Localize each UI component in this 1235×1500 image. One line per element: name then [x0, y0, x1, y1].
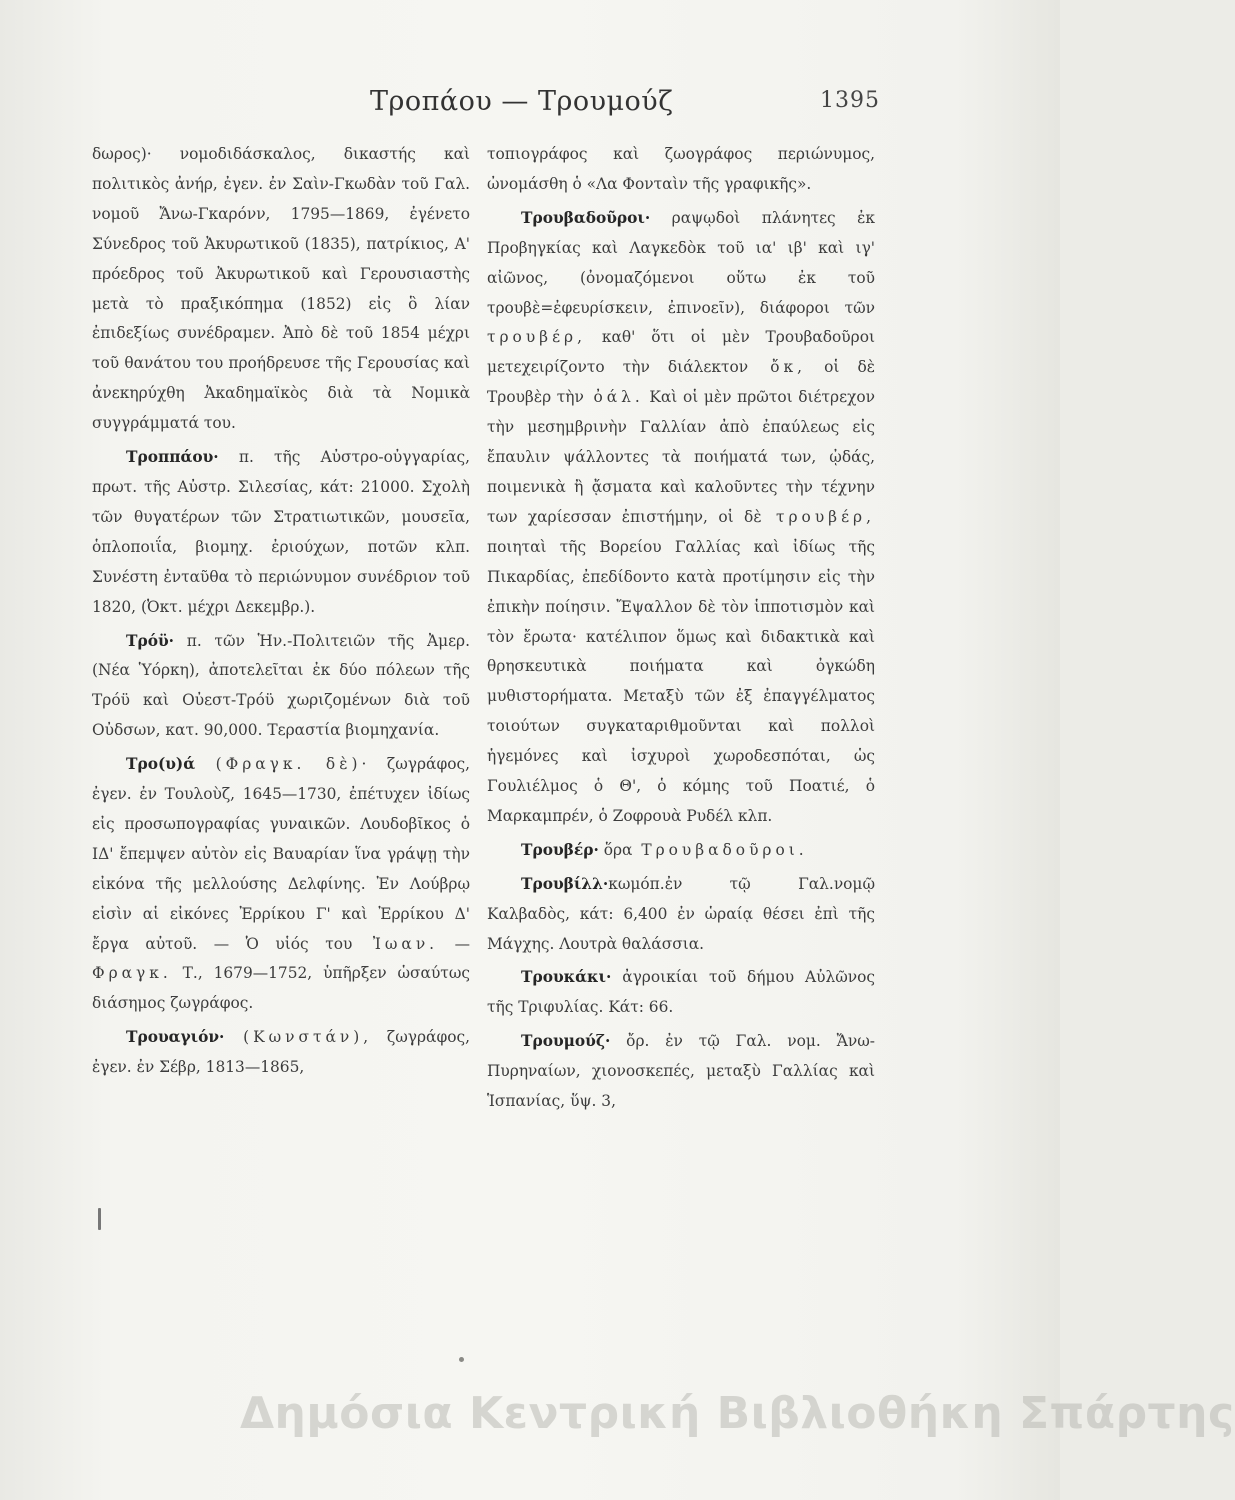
library-watermark: Δημόσια Κεντρική Βιβλιοθήκη Σπάρτης: [240, 1388, 1235, 1439]
running-title: Τροπάου — Τρουμούζ: [370, 86, 674, 117]
entry-text: π. τῶν Ἡν.-Πολιτειῶν τῆς Ἀμερ. (Νέα Ὑόρκη), ἀποτελεῖται ἐκ δύο πόλεων τῆς Τρόϋ καὶ Οὐεστ-Τρόϋ χωριζομένων διὰ τοῦ Οὐδσων, κατ. 90,000. Τεραστία βιομηχανία.: [92, 631, 470, 740]
headword: Τρουβαδοῦροι·: [521, 208, 651, 227]
entry-text: καθ' ὅτι οἱ μὲν Τρουβαδοῦροι μετεχειρίζοντο τὴν διάλεκτον: [487, 328, 875, 377]
headword: Τρουμούζ·: [521, 1032, 611, 1051]
headword: Τρουβίλλ·: [521, 874, 609, 893]
headword: Τρουαγιόν·: [126, 1028, 225, 1047]
spaced-term: ὄκ,: [748, 358, 806, 377]
entry-text: ποιηταὶ τῆς Βορείου Γαλλίας καὶ ἰδίως τῆς Πικαρδίας, ἐπεδίδοντο κατὰ προτίμησιν εἰς τὴν ἐπικὴν ποίησιν. Ἔψαλλον δὲ τὸν ἱπποτισμὸν καὶ τὸν ἔρωτα· κατέλιπον ὅμως καὶ διδακτικὰ καὶ θρησκευτικὰ ποιήματα καὶ ὀγκώδη μυθιστορήματα. Μεταξὺ τῶν ἐξ ἐπαγγέλματος τοιούτων συγκαταριθμοῦνται καὶ πολλοὶ ἡγεμόνες καὶ ἰσχυροὶ χωροδεσπόται, ὡς Γουλιέλμος ὁ Θ', ὁ κόμης τοῦ Ποατιέ, ὁ Μαρκαμπρέν, ὁ Ζοφρουὰ Ρυδέλ κλπ.: [487, 537, 875, 825]
entry-text: —: [438, 934, 470, 953]
headword: Τρόϋ·: [126, 631, 174, 650]
entry-troukaki: [487, 963, 875, 1023]
person-name: Φραγκ.: [92, 964, 172, 983]
entry-text: ζωγράφος, ἐγεν. ἐν Σέβρ, 1813—1865,: [92, 1028, 470, 1077]
page-number: 1395: [820, 88, 880, 113]
continued-entry: δωρος)· νομοδιδάσκαλος, δικαστής καὶ πολιτικὸς ἀνήρ, ἐγεν. ἐν Σαὶν-Γκωδὰν τοῦ Γαλ. νομοῦ Ἄνω-Γκαρόνν, 1795—1869, ἐγένετο Σύνεδρος τοῦ Ἀκυρωτικοῦ (1835), πατρίκιος, Α' πρόεδρος τοῦ Ἀκυρωτικοῦ καὶ Γερουσιαστὴς μετὰ τὸ πραξικόπημα (1852) εἰς ὃ λίαν ἐπιδεξίως συνέδραμεν. Ἀπὸ δὲ τοῦ 1854 μέχρι τοῦ θανάτου του προήδρευσε τῆς Γερουσίας καὶ ἀνεκηρύχθη Ἀκαδημαϊκὸς διὰ τὰ Νομικὰ συγγράμματά του.: [92, 145, 470, 433]
headword: Τρο(υ)ά: [126, 755, 196, 774]
entry-troua: [92, 750, 470, 1019]
entry-troppau: [92, 443, 470, 622]
headword: Τρουκάκι·: [521, 968, 612, 987]
entry-trouagion: [92, 1023, 470, 1083]
entry-text: οἱ δὲ Τρουβὲρ τὴν: [487, 358, 875, 407]
person-name: (Κωνστάν),: [224, 1028, 373, 1047]
spaced-term: ὀάλ.: [583, 388, 644, 407]
left-column: [92, 140, 470, 1083]
entry-text: Τ., 1679—1752, ὑπῆρξεν ὡσαύτως διάσημος ζωγράφος.: [92, 964, 470, 1013]
person-name: Ἰωαν.: [352, 934, 439, 953]
page-header: [90, 86, 880, 126]
scan-speck: [459, 1357, 464, 1362]
entry-troubadours: [487, 204, 875, 832]
headword: Τρουβέρ·: [521, 840, 599, 859]
spaced-term: τρουβέρ,: [761, 507, 875, 526]
entry-text: κωμόπ.ἐν τῷ Γαλ.νομῷ Καλβαδὸς, κάτ: 6,400 ἐν ὡραίᾳ θέσει ἐπὶ τῆς Μάγχης. Λουτρὰ θαλάσσια.: [487, 874, 875, 953]
continued-entry: τοπιογράφος καὶ ζωογράφος περιώνυμος, ὠνομάσθη ὁ «Λα Φονταὶν τῆς γραφικῆς».: [487, 145, 875, 193]
entry-text: π. τῆς Αὐστρο-οὐγγαρίας, πρωτ. τῆς Αὐστρ. Σιλεσίας, κάτ: 21000. Σχολὴ τῶν θυγατέρων τῶν Στρατιωτικῶν, μουσεῖα, ὁπλοποιΐα, βιομηχ. ἐριούχων, ποτῶν κλπ. Συνέστη ἐνταῦθα τὸ περιώνυμον συνέδριον τοῦ 1820, (Ὀκτ. μέχρι Δεκεμβρ.).: [92, 448, 470, 616]
entry-text: ὄρ. ἐν τῷ Γαλ. νομ. Ἄνω-Πυρηναίων, χιονοσκεπές, μεταξὺ Γαλλίας καὶ Ἱσπανίας, ὕψ. 3,: [487, 1032, 875, 1111]
entry-text: ὅρα: [598, 840, 633, 859]
scan-speck: [98, 1208, 101, 1230]
headword: Τροππάου·: [126, 448, 219, 467]
entry-troy: [92, 627, 470, 747]
person-name: (Φραγκ. δὲ)·: [195, 755, 371, 774]
entry-trouville: [487, 870, 875, 960]
spaced-term: τρουβέρ,: [487, 328, 586, 347]
entry-text: ραψῳδοὶ πλάνητες ἐκ Προβηγκίας καὶ Λαγκεδὸκ τοῦ ια' ιβ' καὶ ιγ' αἰῶνος, (ὀνομαζόμενοι οὕτω ἐκ τοῦ τρουβὲ=ἐφευρίσκειν, ἐπινοεῖν), διάφοροι τῶν: [487, 208, 875, 317]
entry-text: ἀγροικίαι τοῦ δήμου Αὐλῶνος τῆς Τριφυλίας. Κάτ: 66.: [487, 968, 875, 1017]
entry-troumouz: [487, 1027, 875, 1117]
entry-text: Καὶ οἱ μὲν πρῶτοι διέτρεχον τὴν μεσημβρινὴν Γαλλίαν ἀπὸ ἐπαύλεως εἰς ἔπαυλιν ψάλλοντες τὰ ποιήματά των, ᾠδάς, ποιμενικὰ ἢ ᾄσματα καὶ καλοῦντες τὴν τέχνην των χαρίεσσαν ἐπιστήμην, οἱ δὲ: [487, 388, 876, 526]
entry-trouver: [487, 836, 875, 866]
right-column: [487, 140, 875, 1117]
entry-text: ζωγράφος, ἐγεν. ἐν Τουλοὺζ, 1645—1730, ἐπέτυχεν ἰδίως εἰς προσωπογραφίας γυναικῶν. Λουδοβῖκος ὁ ΙΔ' ἔπεμψεν αὐτὸν εἰς Βαυαρίαν ἵνα γράψῃ τὴν εἰκόνα τῆς μελλούσης Δελφίνης. Ἐν Λούβρῳ εἰσὶν αἱ εἰκόνες Ἐρρίκου Γ' καὶ Ἐρρίκου Δ' ἔργα αὐτοῦ. — Ὁ υἱός του: [92, 755, 470, 953]
cross-reference: Τρουβαδοῦροι.: [632, 840, 808, 859]
